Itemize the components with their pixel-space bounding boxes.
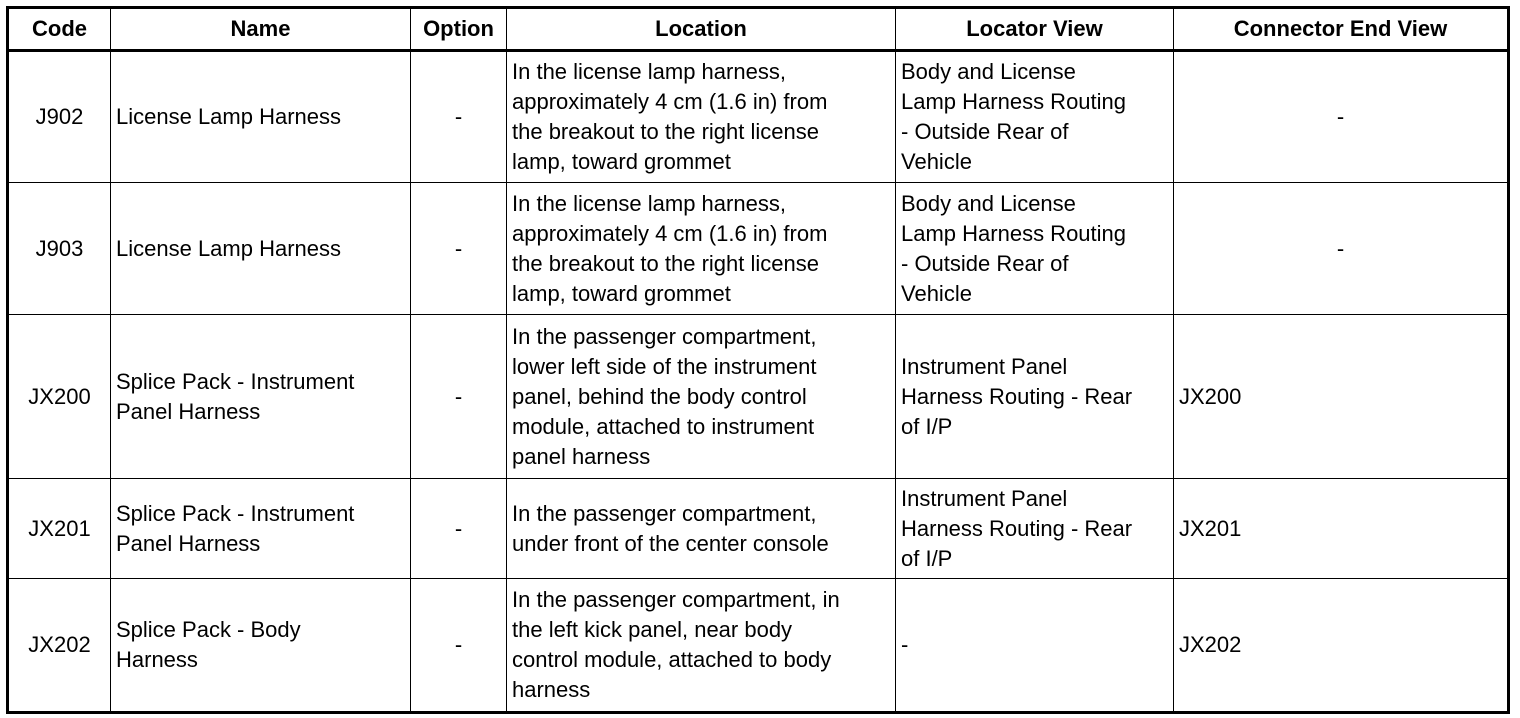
column-header-option: Option	[411, 8, 507, 51]
cell-code: JX201	[8, 479, 111, 579]
cell-connector-end-view: JX200	[1174, 315, 1509, 479]
cell-code: J902	[8, 51, 111, 183]
cell-name: License Lamp Harness	[111, 51, 411, 183]
cell-name: Splice Pack - Body Harness	[111, 579, 411, 713]
cell-connector-end-view: JX201	[1174, 479, 1509, 579]
cell-option: -	[411, 315, 507, 479]
cell-name: Splice Pack - Instrument Panel Harness	[111, 479, 411, 579]
cell-option: -	[411, 183, 507, 315]
table-row	[8, 183, 1509, 315]
cell-locator-view: Body and License Lamp Harness Routing - Outside Rear of Vehicle	[896, 51, 1174, 183]
cell-name: Splice Pack - Instrument Panel Harness	[111, 315, 411, 479]
cell-connector-end-view: -	[1174, 51, 1509, 183]
cell-option: -	[411, 479, 507, 579]
table-row	[8, 579, 1509, 713]
column-header-code: Code	[8, 8, 111, 51]
cell-locator-view: -	[896, 579, 1174, 713]
table-header-row	[8, 8, 1509, 51]
column-header-location: Location	[507, 8, 896, 51]
cell-location: In the license lamp harness, approximately 4 cm (1.6 in) from the breakout to the right license lamp, toward grommet	[507, 183, 896, 315]
cell-location: In the passenger compartment, in the left kick panel, near body control module, attached to body harness	[507, 579, 896, 713]
cell-code: J903	[8, 183, 111, 315]
cell-option: -	[411, 579, 507, 713]
cell-location: In the license lamp harness, approximately 4 cm (1.6 in) from the breakout to the right license lamp, toward grommet	[507, 51, 896, 183]
table-row	[8, 315, 1509, 479]
cell-code: JX202	[8, 579, 111, 713]
cell-connector-end-view: JX202	[1174, 579, 1509, 713]
table-row	[8, 51, 1509, 183]
connector-table	[6, 6, 1510, 714]
column-header-connector-end-view: Connector End View	[1174, 8, 1509, 51]
column-header-name: Name	[111, 8, 411, 51]
cell-location: In the passenger compartment, under front of the center console	[507, 479, 896, 579]
cell-locator-view: Instrument Panel Harness Routing - Rear of I/P	[896, 479, 1174, 579]
cell-option: -	[411, 51, 507, 183]
cell-locator-view: Instrument Panel Harness Routing - Rear of I/P	[896, 315, 1174, 479]
cell-connector-end-view: -	[1174, 183, 1509, 315]
cell-name: License Lamp Harness	[111, 183, 411, 315]
cell-locator-view: Body and License Lamp Harness Routing - Outside Rear of Vehicle	[896, 183, 1174, 315]
column-header-locator-view: Locator View	[896, 8, 1174, 51]
cell-location: In the passenger compartment, lower left side of the instrument panel, behind the body control module, attached to instrument panel harness	[507, 315, 896, 479]
table-row	[8, 479, 1509, 579]
cell-code: JX200	[8, 315, 111, 479]
